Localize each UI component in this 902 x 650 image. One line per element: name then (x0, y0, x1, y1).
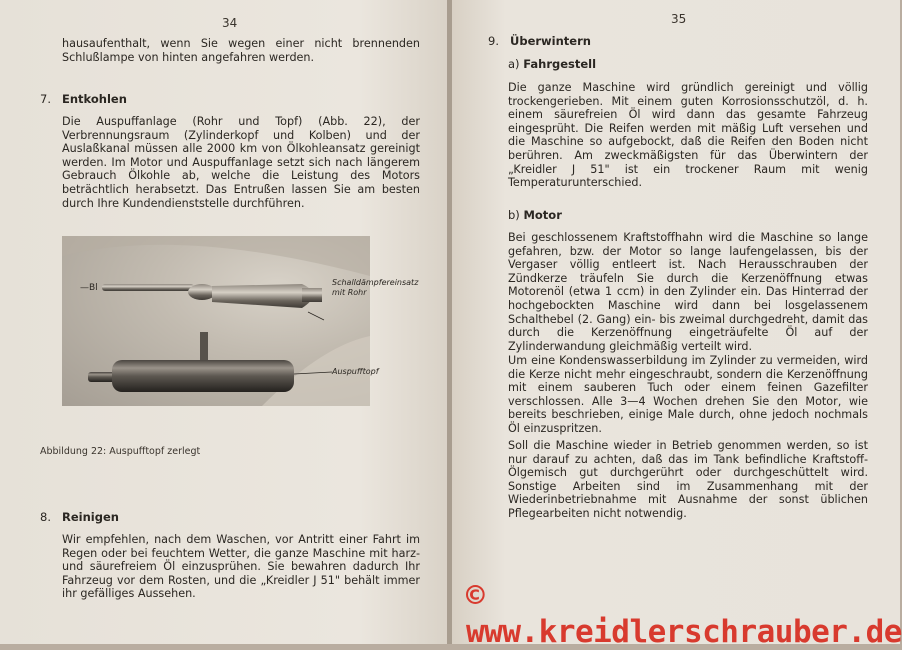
subsection-a-label: a) (508, 57, 520, 71)
section-9-number: 9. (488, 34, 499, 48)
figure-caption: Abbildung 22: Auspufftopf zerlegt (40, 446, 201, 457)
subsection-a-heading (508, 57, 596, 71)
page-number-left: 34 (222, 16, 238, 30)
figure-label-insert: Schalldämpfereinsatz mit Rohr (332, 278, 419, 297)
section-9-heading (488, 34, 591, 48)
section-8-title: Reinigen (62, 510, 119, 524)
left-page (0, 0, 449, 644)
section-7-text: Die Auspuffanlage (Rohr und Topf) (Abb. 22), der Verbrennungsraum (Zylinderkopf und Kolben) und der Auslaßkanal müssen alle 2000 km von Ölkohleansatz gereinigt werden. Im Motor und Auspuffanlage setzt sich nach längerem Gebrauch Ölkohle ab, welche die Leistung des Motors beträchtlich herabsetzt. Das Entrußen lassen Sie am besten durch Ihre Kundendienststelle durchführen. (62, 115, 420, 210)
subsection-a-title: Fahrgestell (523, 57, 597, 71)
section-8-text: Wir empfehlen, nach dem Waschen, vor Antritt einer Fahrt im Regen oder bei feuchtem Wetter, die ganze Maschine mit harz- und säurefreiem Öl einzusprühen. Sie bewahren dadurch Ihr Fahrzeug vor dem Rosten, und die „Kreidler J 51" behält immer ihr gefälliges Aussehen. (62, 533, 420, 601)
section-7-number: 7. (40, 92, 51, 106)
section-8-number: 8. (40, 510, 51, 524)
section-8-heading (40, 510, 119, 524)
intro-paragraph: hausaufenthalt, wenn Sie wegen einer nicht brennenden Schlußlampe von hinten angefahren werden. (62, 37, 420, 64)
subsection-b-label: b) (508, 208, 520, 222)
watermark-text: © www.kreidlerschrauber.de (466, 578, 902, 650)
page-number-right: 35 (671, 12, 687, 26)
subsection-b-text-1: Bei geschlossenem Kraftstoffhahn wird die Maschine so lange gefahren, bzw. der Motor so lange laufengelassen, bis der Vergaser völlig entleert ist. Nach Herausschrauben der Zündkerze träufeln Sie durch die Kerzenöffnung etwas Motorenöl (etwa 1 ccm) in den Zylinder ein. Das Hinterrad der hochgebockten Maschine wird dann bei losgelassenem Schalthebel (2. Gang) ein- bis zweimal durchgedreht, damit das durch die Kerzenöffnung eingeträufelte Öl auf der Zylinderwandung gleichmäßig verteilt wird. (508, 231, 868, 353)
subsection-b-heading (508, 208, 562, 222)
section-9-title: Überwintern (510, 34, 591, 48)
exhaust-figure (62, 236, 419, 406)
subsection-b-text-3: Soll die Maschine wieder in Betrieb genommen werden, so ist nur darauf zu achten, daß das im Tank befindliche Kraftstoff-Ölgemisch gut durchgerührt oder durchgeschüttelt wird. Sonstige Arbeiten sind im Zusammenhang mit der Wiederinbetriebnahme mit Ausnahme der sonst üblichen Pflegearbeiten nicht notwendig. (508, 439, 868, 520)
right-page (452, 0, 900, 644)
figure-label-muffler: Auspufftopf (332, 367, 379, 376)
subsection-b-text-2: Um eine Kondenswasserbildung im Zylinder zu vermeiden, wird die Kerze nicht mehr eingeschraubt, sondern die Kerzenöffnung mit einem sauberen Tuch oder einem feinen Gazefilter verschlossen. Alle 3—4 Wochen drehen Sie den Motor, wie bereits beschrieben, einige Male durch, ohne jedoch nochmals Öl einzuspritzen. (508, 354, 868, 435)
svg-text:—Bl: —Bl (80, 283, 98, 293)
section-7-title: Entkohlen (62, 92, 127, 106)
section-7-heading (40, 92, 127, 106)
subsection-b-title: Motor (523, 208, 562, 222)
subsection-a-text: Die ganze Maschine wird gründlich gereinigt und völlig trockengerieben. Mit einem guten Korrosionsschutzöl, d. h. einem säurefreien Öl wird dann das gesamte Fahrzeug eingesprüht. Die Reifen werden mit mäßig Luft versehen und die Maschine so aufgebockt, daß die Reifen den Boden nicht berühren. Am zweckmäßigsten für das Überwintern der „Kreidler J 51" ist ein trockener Raum mit wenig Temperaturunterschied. (508, 81, 868, 190)
